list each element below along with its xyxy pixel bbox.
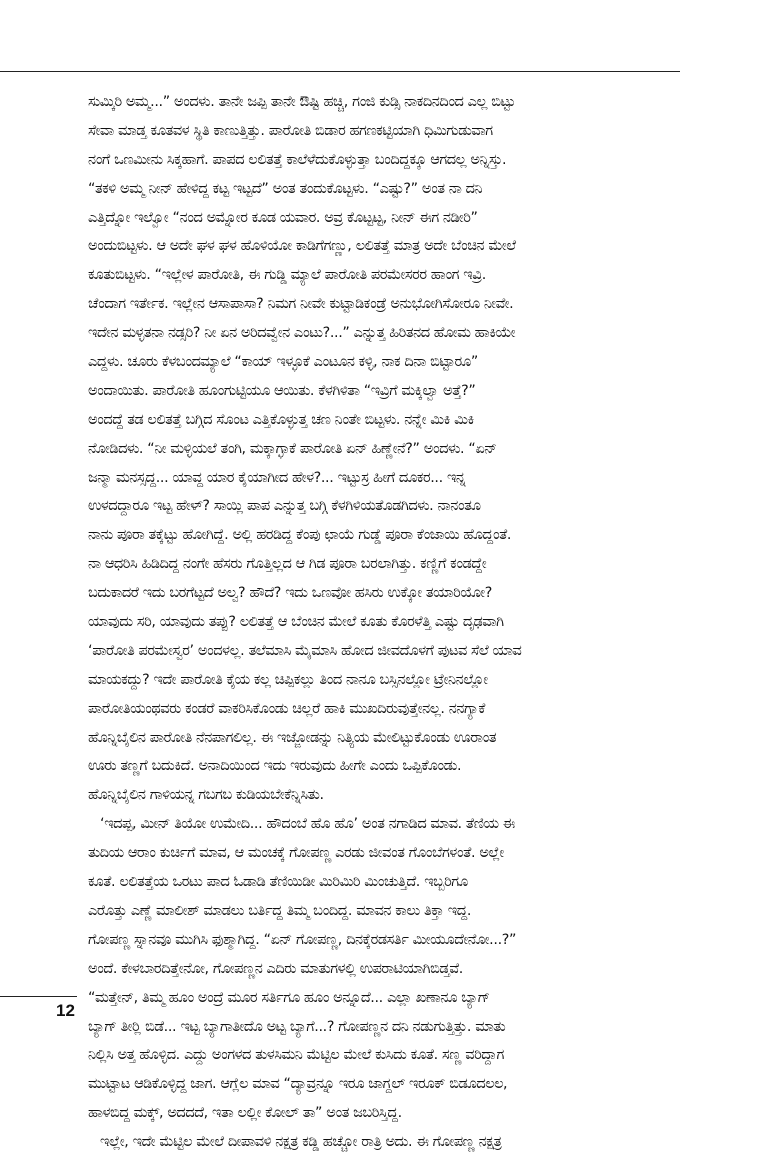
text-line: ಅಂದದ್ದೆ ತಡ ಲಲಿತತ್ತೆ ಬಗ್ಗಿದ ಸೊಂಟ ಎತ್ತಿಕೊಳ್ಳುತ್ತ ಚಣ ನಿಂತೇ ಬಿಟ್ಟಳು. ನನ್ನೇ ಮಿಕಿ ಮಿಕಿ: [88, 411, 474, 428]
page-number: 12: [56, 1001, 75, 1020]
text-line: ಬದುಕಾದರೆ ಇದು ಬರಗೆಟ್ಟದೆ ಅಲ್ವ? ಹೌದೆ? ಇದು ಒಣವೋ ಹಸಿರು ಉಕ್ಕೋ ತಯಾರಿಯೋ?: [88, 585, 492, 602]
text-line: ‘ಪಾರೋತಿ ಪರಮೇಸ್ವರ’ ಅಂದಳಲ್ಲ. ತಲೆಮಾಸಿ ಮೈಮಾಸಿ ಹೋದ ಜೀವದೊಳಗೆ ಪುಟವ ಸೆಲೆ ಯಾವ: [88, 642, 522, 659]
text-line: ಚೆಂದಾಗ ಇರ್ತೇಕ. ಇಲ್ಲೇನ ಆಸಾಪಾಸಾ? ನಿಮಗ ನೀವೇ ಕುಟ್ಟಾಡಿಕಂಡ್ರೆ ಅನುಭೋಗಿಸೋರೂ ನೀವೇ.: [88, 296, 514, 313]
text-line: ಎದ್ದಳು. ಚೂರು ಕೆಳಬಂದಮ್ಯಾಲೆ “ಕಾಯ್ ಇಳ್ಳೂಕೆ ಎಂಟೂನ ಕಳ್ಳಿ, ನಾಕ ದಿನಾ ಬಿಟ್ಟಾರೂ”: [88, 354, 478, 371]
text-line: ಮುಟ್ಟಾಟ ಆಡಿಕೊಳ್ಳಿದ್ದ ಜಾಗ. ಆಗ್ಲೆಲ ಮಾವ “ದ್ಯಾವ್ರನ್ನೂ ಇರೂ ಜಾಗ್ದಲ್ ಇರೂಕ್ ಬಿಡೂದಲಲ,: [88, 1076, 508, 1093]
text-line: “ತಕಳಿ ಅಮ್ಮ ನೀನ್ ಹೇಳಿದ್ದ ಕಟ್ಟ ಇಟ್ಟದೆ” ಅಂತ ತಂದುಕೊಟ್ಟಳು. “ಎಷ್ಟು?” ಅಂತ ನಾ ದನಿ: [88, 180, 483, 197]
text-line: ಬ್ಯಾಗ್ ತೀರ್‍ಲಿ ಬಿಡೆ... ಇಟ್ಟ ಬ್ಯಾಗಾತೀದೊ ಅಟ್ಟ ಬ್ಯಾಗೆ...? ಗೋಪಣ್ಣನ ದನಿ ನಡುಗುತ್ತಿತ್ತು. ಮಾತು: [88, 1018, 506, 1035]
text-line: ಊರು ತಣ್ಣಗೆ ಬದುಕಿದೆ. ಅನಾದಿಯಿಂದ ಇದು ಇರುವುದು ಹೀಗೇ ಎಂದು ಒಪ್ಪಿಕೊಂಡು.: [88, 758, 462, 775]
text-line: ಎರೊತ್ತು ಎಣ್ಣೆ ಮಾಲೀಶ್ ಮಾಡಲು ಬರ್ತಿದ್ದ ತಿಮ್ಮ ಬಂದಿದ್ದ. ಮಾವನ ಕಾಲು ತಿಕ್ತಾ ಇದ್ದ.: [88, 902, 472, 919]
text-line: ಇದೇನ ಮಳ್ಳತನಾ ನಡ್ಸರಿ? ನೀ ಏನ ಅರಿದವ್ವೇನ ಎಂಟು?...” ಎನ್ನುತ್ತ ಹಿರಿತನದ ಹೋಮ ಹಾಕಿಯೇ: [88, 325, 516, 342]
text-line: ‘ಇದಪ್ಪ, ಮೀನ್ ತಿಯೋ ಉಮೇದಿ... ಹೌದಂಬೆ ಹೊ ಹೊ’ ಅಂತ ನಗಾಡಿದ ಮಾವ. ತೆಣಿಯ ಈ: [100, 816, 515, 833]
text-line: ನಾ ಆಧರಿಸಿ ಹಿಡಿದಿದ್ದ ನಂಗೇ ಹೆಸರು ಗೊತ್ತಿಲ್ಲದ ಆ ಗಿಡ ಪೂರಾ ಬರಲಾಗಿತ್ತು. ಕಣ್ಣಿಗೆ ಕಂಡದ್ದೇ: [88, 556, 487, 573]
text-line: ಹಾಳಬಿದ್ದ ಮಕ್ಕ್, ಅದದದೆ, ಇತಾ ಲಲ್ಲೀ ಕೋಲ್ ತಾ” ಅಂತ ಜಬರಿಸ್ತಿದ್ದ.: [88, 1105, 402, 1122]
text-line: ಮಾಯಕದ್ದು? ಇದೇ ಪಾರೋತಿ ಕೈಯ ಕಲ್ಲ ಚಿಪ್ಪಿಕಲ್ಲು ತಿಂದ ನಾನೂ ಬಸ್ಸಿನಲ್ಲೋ ಟ್ರೇನಿನಲ್ಲೋ: [88, 671, 488, 688]
header-rule: [0, 71, 680, 72]
text-line: ನಂಗೆ ಒಣಮೀನು ಸಿಕ್ಕಹಾಗೆ. ಪಾಪದ ಲಲಿತತ್ತೆ ಕಾಲೆಳೆದುಕೊಳ್ಳುತ್ತಾ ಬಂದಿದ್ದಕ್ಕೂ ಆಗದಲ್ಲ ಅನ್ನಿಸ್ತು.: [88, 151, 507, 168]
text-line: ಹೊನ್ನಿಬೈಲಿನ ಗಾಳಿಯನ್ನ ಗಬಗಬ ಕುಡಿಯಬೇಕೆನ್ನಿಸಿತು.: [88, 787, 324, 804]
text-line: ಇಲ್ಲೇ, ಇದೇ ಮೆಟ್ಟಿಲ ಮೇಲೆ ದೀಪಾವಳಿ ನಕ್ಷತ್ರ ಕಡ್ಡಿ ಹಚ್ಚೋ ರಾತ್ರಿ ಅದು. ಈ ಗೋಪಣ್ಣ ನಕ್ಷತ್ರ: [100, 1134, 502, 1151]
text-line: ಅಂದಾಯಿತು. ಪಾರೋತಿ ಹೂಂಗುಟ್ಟಿಯೂ ಆಯಿತು. ಕೆಳಗಿಳಿತಾ “ಇವ್ರಿಗೆ ಮಕ್ಕಿಲ್ವಾ ಅತ್ತೆ?”: [88, 382, 476, 399]
text-line: ಉಳದದ್ದಾರೂ ಇಟ್ಟ ಹೇಳ್? ಸಾಯ್ಲಿ ಪಾಪ ಎನ್ನುತ್ತ ಬಗ್ಗಿ ಕೆಳಗಿಳಿಯತೊಡಗಿದಳು. ನಾನಂತೂ: [88, 498, 481, 515]
text-line: ಅಂದೆ. ಕೇಳಬಾರದಿತ್ತೇನೋ, ಗೋಪಣ್ಣನ ಎದಿರು ಮಾತುಗಳಲ್ಲಿ ಉಪರಾಟಿಯಾಗಿಬಿಡ್ತವೆ.: [88, 960, 463, 977]
body-text: [88, 88, 684, 1151]
text-line: ನಿಲ್ಲಿಸಿ ಅತ್ತ ಹೊಳ್ಳಿದ. ಎದ್ದು ಅಂಗಳದ ತುಳಸಿಮನಿ ಮೆಟ್ಟಿಲ ಮೇಲೆ ಕುಸಿದು ಕೂತೆ. ಸಣ್ಣ ವರಿದ್ದಾಗ: [88, 1047, 504, 1064]
text-line: ಕೂತುಬಿಟ್ಟಳು. “ಇಲ್ಲೇಳ ಪಾರೋತಿ, ಈ ಗುಡ್ಡಿ ಮ್ಯಾಲೆ ಪಾರೋತಿ ಪರಮೇಸರರ ಹಾಂಗ ಇವ್ರಿ.: [88, 267, 486, 284]
text-line: ನಾನು ಪೂರಾ ತಕ್ಕೆಟ್ಟು ಹೋಗಿದ್ದೆ. ಅಲ್ಲಿ ಹರಡಿದ್ದ ಕೆಂಪು ಛಾಯೆ ಗುಡ್ಡೆ ಪೂರಾ ಕೆಂಜಾಯಿ ಹೊದ್ದಂತೆ.: [88, 527, 512, 544]
text-line: ಎತ್ತಿದ್ನೋ ಇಲ್ವೋ “ನಂದ ಅಮ್ನೋರ ಕೂಡ ಯವಾರ. ಅವ್ರ ಕೊಟ್ಟಟ್ಟ, ನೀನ್ ಈಗ ನಡೀರಿ”: [88, 209, 478, 226]
text-line: ನೋಡಿದಳು. “ನೀ ಮಳ್ಳಿಯಲೆ ತಂಗಿ, ಮಕ್ಕಾಗ್ಳಾಕೆ ಪಾರೋತಿ ಏನ್ ಹಿಣ್ಣೇನೆ?” ಅಂದಳು. “ಏನ್: [88, 440, 497, 457]
text-line: ಜನ್ಮಾ ಮನಸ್ಸದ್ದ... ಯಾವ್ದ ಯಾರ ಕೈಯಾಗೀದ ಹೇಳ?... ಇಟ್ಟುಸ್ರ ಹೀಗೆ ದೂಕರ... ಇನ್ನ: [88, 469, 466, 486]
text-line: ಯಾವುದು ಸರಿ, ಯಾವುದು ತಪ್ಪು? ಲಲಿತತ್ತೆ ಆ ಬೆಂಚಿನ ಮೇಲೆ ಕೂತು ಕೊರಳೆತ್ತಿ ಎಷ್ಟು ದೃಢವಾಗಿ: [88, 614, 504, 631]
text-line: ತುದಿಯ ಆರಾಂ ಕುರ್ಚಿಗೆ ಮಾವ, ಆ ಮಂಚಕ್ಕೆ ಗೋಪಣ್ಣ ಎರಡು ಜೀವಂತ ಗೊಂಬೆಗಳಂತೆ. ಅಲ್ಲೇ: [88, 845, 504, 862]
text-line: ಸುಮ್ಕಿರಿ ಅಮ್ಮ...” ಅಂದಳು. ತಾನೇ ಜಪ್ಪಿ ತಾನೇ ಔಷ್ಟಿ ಹಚ್ಚಿ, ಗಂಜಿ ಕುಡ್ಸಿ ನಾಕದಿನದಿಂದ ಎಲ್ಲ ಬಿಟ್ಟು: [88, 94, 516, 110]
text-line: ಗೋಪಣ್ಣ ಸ್ನಾನವೂ ಮುಗಿಸಿ ಫುಶ್ಮಾಗಿದ್ದ. “ಏನ್ ಗೋಪಣ್ಣ, ದಿನಕ್ಕೆರಡಸರ್ತಿ ಮೀಯೂದೇನೋ...?”: [88, 931, 517, 948]
text-line: ಹೊನ್ನಿಬೈಲಿನ ಪಾರೋತಿ ನೆನಪಾಗಲಿಲ್ಲ. ಈ ಇಜ್ಜೋಡನ್ನು ನಿತ್ಯಿಯ ಮೇಲಿಟ್ಟುಕೊಂಡು ಊರಾಂತ: [88, 729, 497, 746]
text-line: ಸೇವಾ ಮಾಡ್ತ ಕೂತವಳ ಸ್ಥಿತಿ ಕಾಣುತ್ತಿತ್ತು. ಪಾರೋತಿ ಬಿಡಾರ ಹಗಣಕಟ್ಟಿಯಾಗಿ ಧಿಮಿಗುಡುವಾಗ: [88, 122, 493, 139]
text-line: ಅಂದುಬಿಟ್ಟಳು. ಆ ಅದೇ ಘಳ ಘಳ ಹೊಳಿಯೋ ಕಾಡಿಗೆಗಣ್ಣು, ಲಲಿತತ್ತೆ ಮಾತ್ರ ಅದೇ ಬೆಂಚಿನ ಮೇಲೆ: [88, 238, 516, 255]
text-line: “ಮತ್ತೇನ್, ತಿಮ್ಮ ಹೂಂ ಅಂದ್ರೆ ಮೂರ ಸರ್ತಿಗೂ ಹೂಂ ಅನ್ನೂದೆ... ಎಲ್ಲಾ ಖಣಾನೂ ಬ್ಯಾಗ್: [88, 989, 490, 1006]
text-line: ಪಾರೋತಿಯಂಥವರು ಕಂಡರೆ ವಾಕರಿಸಿಕೊಂಡು ಚಿಲ್ಲರೆ ಹಾಕಿ ಮುಖದಿರುವುತ್ತೇನಲ್ಲ. ನನಗ್ಯಾಕೆ: [88, 700, 486, 717]
text-line: ಕೂತೆ. ಲಲಿತತ್ತೆಯ ಒರಟು ಪಾದ ಓಡಾಡಿ ತೆಣಿಯಿಡೀ ಮಿರಿಮಿರಿ ಮಿಂಚುತ್ತಿದೆ. ಇಬ್ಬರಿಗೂ: [88, 874, 468, 891]
